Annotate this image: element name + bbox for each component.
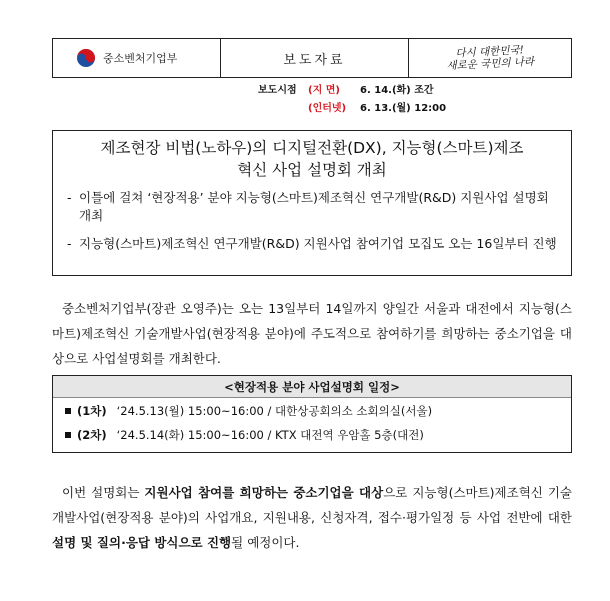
embargo-time-print: 6. 14.(화) 조간 [360,85,434,96]
body-paragraph-1: 중소벤처기업부(장관 오영주)는 오는 13일부터 14일까지 양일간 서울과 대전에서 지능형(스마트)제조혁신 기술개발사업(현장적용 분야)에 주도적으로 참여하기를 희망하는 중소기업을 대상으로 사업설명회를 개최한다. [52,301,572,366]
press-header [52,38,572,78]
summary-bullet: - 이틀에 걸쳐 ‘현장적용’ 분야 지능형(스마트)제조혁신 연구개발(R&D) 지원사업 설명회 개최 [63,189,561,225]
schedule-item-number: (2차) [77,428,107,442]
summary-bullets [63,189,561,253]
schedule-item [53,400,571,422]
square-bullet-icon [65,432,71,438]
embargo-channel-print: (지 면) [308,85,340,96]
embargo-block [258,82,446,118]
square-bullet-icon [65,408,71,414]
schedule-box [52,375,572,453]
schedule-item-text: ‘24.5.14(화) 15:00~16:00 / KTX 대전역 우암홀 5층(대전) [116,428,424,442]
headline-line-2: 혁신 사업 설명회 개최 [237,161,387,179]
ministry-logo-cell [53,39,221,77]
summary-bullet-text: 지능형(스마트)제조혁신 연구개발(R&D) 지원사업 참여기업 모집도 오는 16일부터 진행 [79,236,557,251]
schedule-item-number: (1차) [77,404,107,418]
doc-type-title: 보도자료 [221,39,409,77]
embargo-label: 보도시점 [258,85,297,96]
body-paragraph-2: 이번 설명회는 지원사업 참여를 희망하는 중소기업을 대상으로 지능형(스마트)제조혁신 기술개발사업(현장적용 분야)의 사업개요, 지원내용, 신청자격, 접수·평가일정 등 사업 전반에 대한 설명 및 질의·응답 방식으로 진행될 예정이다. [52,485,572,550]
headline [63,137,561,181]
slogan-line-2: 새로운 국민의 나라 [446,55,535,73]
headline-line-1: 제조현장 비법(노하우)의 디지털전환(DX), 지능형(스마트)제조 [100,139,524,157]
schedule-item-text: ‘24.5.13(월) 15:00~16:00 / 대한상공회의소 소회의실(서울) [116,404,433,418]
slogan-line-1: 다시 대한민국! [455,44,525,60]
summary-bullet: - 지능형(스마트)제조혁신 연구개발(R&D) 지원사업 참여기업 모집도 오는 16일부터 진행 [67,236,557,251]
embargo-channel-online: (인터넷) [308,103,347,114]
schedule-item [53,424,571,446]
embargo-time-online: 6. 13.(월) 12:00 [360,103,447,114]
summary-bullet-text: 이틀에 걸쳐 ‘현장적용’ 분야 지능형(스마트)제조혁신 연구개발(R&D) 지원사업 설명회 개최 [79,190,549,223]
ministry-name: 중소벤처기업부 [103,52,178,65]
summary-box [52,130,572,276]
schedule-heading: <현장적용 분야 사업설명회 일정> [53,376,571,398]
slogan-calligraphy [408,35,572,81]
taegeuk-emblem-icon [75,47,97,69]
